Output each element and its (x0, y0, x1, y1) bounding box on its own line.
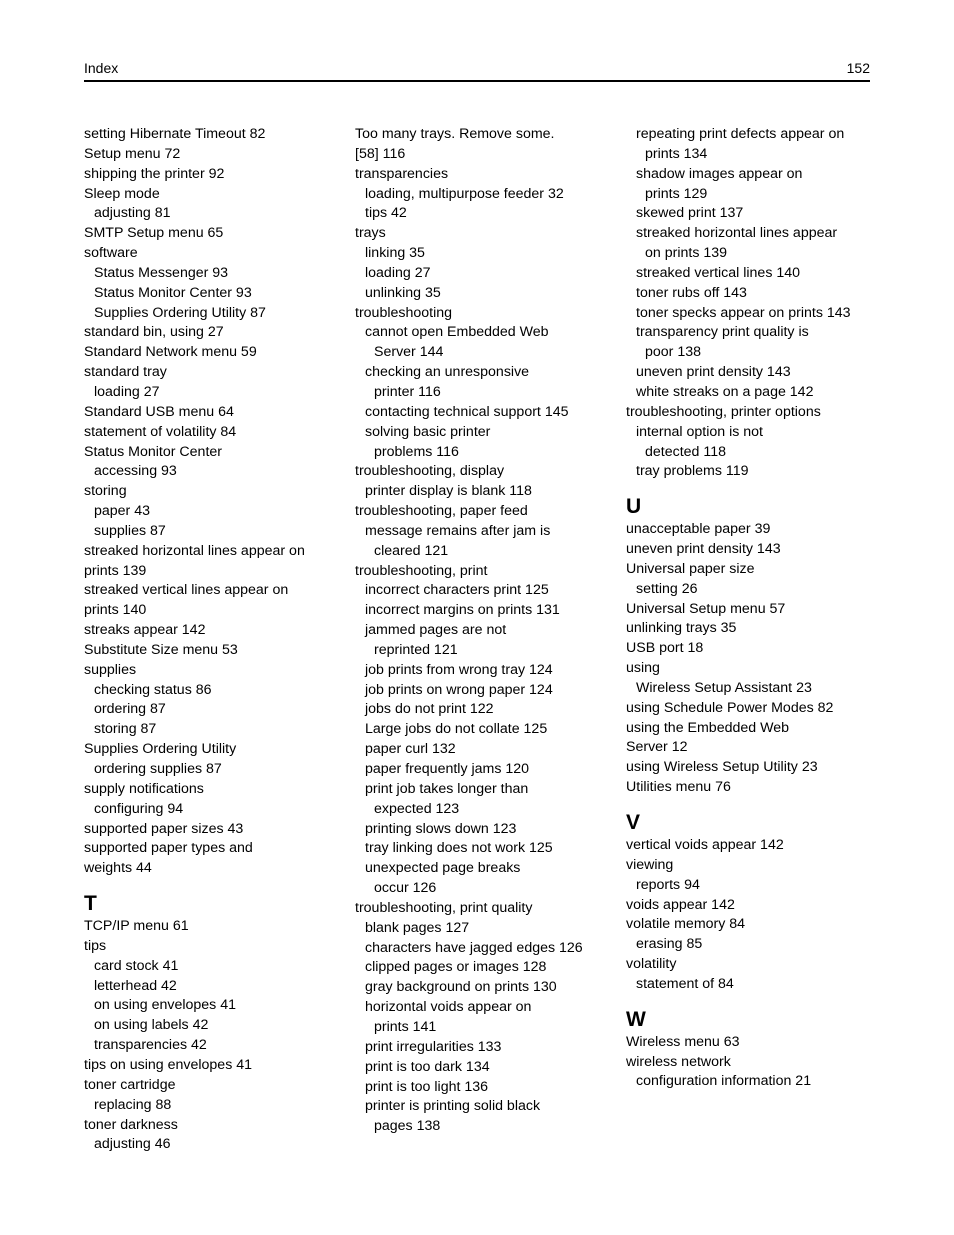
index-subentry: toner specks appear on prints 143 (636, 304, 851, 321)
index-subentry: poor 138 (645, 344, 702, 361)
index-entry: Status Monitor Center (84, 443, 222, 460)
index-subentry: Wireless Setup Assistant 23 (636, 679, 812, 696)
index-entry: tips on using envelopes 41 (84, 1056, 253, 1073)
index-subentry: gray background on prints 130 (365, 979, 557, 996)
index-subentry: loading, multipurpose feeder 32 (365, 185, 564, 202)
index-subentry: card stock 41 (94, 957, 179, 974)
index-subentry: paper frequently jams 120 (365, 761, 530, 777)
index-subentry: statement of 84 (636, 975, 734, 992)
index-entry: weights 44 (84, 860, 152, 877)
index-entry: setting Hibernate Timeout 82 (84, 126, 266, 142)
index-subentry: message remains after jam is (365, 522, 551, 539)
index-subentry: accessing 93 (94, 463, 177, 480)
index-subentry: print irregularities 133 (365, 1038, 502, 1055)
index-subentry: unexpected page breaks (365, 860, 521, 877)
index-entry: Supplies Ordering Utility (84, 741, 237, 758)
index-entry: Standard Network menu 59 (84, 344, 257, 361)
index-letter-heading: T (84, 892, 97, 916)
index-entry: standard tray (84, 364, 167, 381)
index-entry: USB port 18 (626, 640, 704, 657)
index-subentry: adjusting 46 (94, 1136, 171, 1153)
index-subentry: transparencies 42 (94, 1037, 207, 1054)
index-entry: using Schedule Power Modes 82 (626, 699, 834, 716)
index-subentry: shadow images appear on (636, 165, 803, 182)
index-subentry: unlinking 35 (365, 284, 441, 301)
index-subentry: clipped pages or images 128 (365, 959, 547, 976)
index-subentry: on using envelopes 41 (94, 997, 236, 1014)
index-subentry: configuration information 21 (636, 1073, 812, 1090)
index-subentry: print is too dark 134 (365, 1058, 490, 1075)
index-entry: volatility (626, 956, 677, 973)
index-entry: using the Embedded Web (626, 719, 790, 736)
index-entry: storing (84, 483, 127, 500)
index-entry: Too many trays. Remove some. (355, 126, 555, 142)
index-subentry: supplies 87 (94, 522, 166, 539)
index-subentry: prints 141 (374, 1018, 437, 1035)
index-entry: Setup menu 72 (84, 145, 181, 162)
index-entry: troubleshooting (355, 304, 453, 321)
index-subentry: tray linking does not work 125 (365, 840, 553, 857)
index-entry: statement of volatility 84 (84, 423, 237, 440)
index-subentry: expected 123 (374, 800, 460, 817)
index-subentry: setting 26 (636, 580, 698, 597)
index-subentry: paper curl 132 (365, 741, 456, 758)
index-column-3 (626, 125, 876, 1092)
index-subentry: contacting technical support 145 (365, 403, 569, 420)
page-header (84, 60, 870, 82)
index-subentry: Supplies Ordering Utility 87 (94, 304, 266, 321)
index-entry: Wireless menu 63 (626, 1033, 740, 1050)
index-subentry: checking an unresponsive (365, 364, 530, 381)
index-subentry: replacing 88 (94, 1096, 172, 1113)
index-entry: streaks appear 142 (84, 622, 206, 639)
index-subentry: occur 126 (374, 880, 437, 897)
index-subentry: printer display is blank 118 (365, 483, 532, 500)
index-entry: TCP/IP menu 61 (84, 918, 189, 935)
index-entry: [58] 116 (355, 145, 406, 162)
index-entry: troubleshooting, display (355, 463, 505, 480)
index-subentry: prints 134 (645, 145, 708, 162)
index-entry: vertical voids appear 142 (626, 837, 784, 853)
index-entry: troubleshooting, print (355, 562, 488, 579)
index-column-1 (84, 125, 334, 1155)
index-subentry: incorrect margins on prints 131 (365, 602, 560, 619)
index-subentry: prints 129 (645, 185, 708, 202)
index-subentry: pages 138 (374, 1118, 441, 1135)
index-subentry: transparency print quality is (636, 324, 809, 341)
index-entry: Server 12 (626, 739, 688, 756)
index-entry: viewing (626, 856, 674, 873)
index-subentry: tips 42 (365, 205, 407, 222)
index-entry: voids appear 142 (626, 896, 735, 913)
index-subentry: Large jobs do not collate 125 (365, 721, 548, 738)
index-subentry: print is too light 136 (365, 1078, 489, 1095)
index-entry: Standard USB menu 64 (84, 403, 234, 420)
index-entry: streaked horizontal lines appear on (84, 542, 305, 559)
index-subentry: white streaks on a page 142 (636, 383, 814, 400)
index-subentry: linking 35 (365, 245, 425, 262)
index-subentry: cleared 121 (374, 542, 449, 559)
index-subentry: Server 144 (374, 344, 444, 361)
index-subentry: reprinted 121 (374, 641, 458, 658)
index-subentry: checking status 86 (94, 681, 212, 698)
section-title: Index (84, 60, 119, 76)
index-subentry: streaked vertical lines 140 (636, 264, 801, 281)
index-subentry: Status Monitor Center 93 (94, 284, 252, 301)
index-subentry: erasing 85 (636, 936, 703, 953)
index-subentry: configuring 94 (94, 800, 184, 817)
index-subentry: printing slows down 123 (365, 820, 517, 837)
index-subentry: letterhead 42 (94, 977, 177, 994)
index-entry: toner darkness (84, 1116, 178, 1133)
index-subentry: uneven print density 143 (636, 364, 791, 381)
index-entry: supplies (84, 661, 137, 678)
index-entry: transparencies (355, 165, 449, 182)
index-subentry: printer 116 (374, 383, 441, 400)
index-subentry: jammed pages are not (365, 622, 507, 639)
index-entry: using (626, 660, 660, 677)
index-subentry: on prints 139 (645, 245, 728, 262)
index-subentry: printer is printing solid black (365, 1098, 541, 1115)
index-subentry: adjusting 81 (94, 205, 171, 222)
index-entry: SMTP Setup menu 65 (84, 225, 224, 242)
index-entry: unlinking trays 35 (626, 620, 737, 637)
index-subentry: internal option is not (636, 423, 763, 440)
index-letter-heading: V (626, 811, 641, 834)
index-subentry: ordering supplies 87 (94, 761, 222, 777)
index-subentry: toner rubs off 143 (636, 284, 747, 301)
index-entry: unacceptable paper 39 (626, 521, 771, 538)
index-entry: troubleshooting, print quality (355, 899, 533, 916)
index-entry: supported paper types and (84, 840, 253, 857)
index-subentry: streaked horizontal lines appear (636, 225, 838, 242)
index-subentry: job prints from wrong tray 124 (365, 661, 553, 678)
index-subentry: skewed print 137 (636, 205, 744, 222)
index-entry: volatile memory 84 (626, 916, 746, 933)
index-subentry: reports 94 (636, 876, 700, 893)
index-entry: Universal Setup menu 57 (626, 600, 786, 617)
index-entry: toner cartridge (84, 1076, 176, 1093)
index-subentry: paper 43 (94, 503, 151, 520)
index-entry: standard bin, using 27 (84, 324, 224, 341)
index-subentry: ordering 87 (94, 701, 166, 718)
index-entry: troubleshooting, printer options (626, 403, 821, 420)
index-subentry: jobs do not print 122 (365, 701, 494, 718)
index-entry: trays (355, 225, 386, 242)
index-entry: uneven print density 143 (626, 541, 781, 558)
index-subentry: loading 27 (365, 264, 431, 281)
index-entry: troubleshooting, paper feed (355, 503, 528, 520)
index-entry: shipping the printer 92 (84, 165, 225, 182)
index-subentry: repeating print defects appear on (636, 126, 845, 142)
index-entry: streaked vertical lines appear on (84, 582, 289, 599)
index-subentry: horizontal voids appear on (365, 999, 532, 1016)
index-subentry: incorrect characters print 125 (365, 582, 549, 599)
index-subentry: job prints on wrong paper 124 (365, 681, 553, 698)
index-entry: supported paper sizes 43 (84, 820, 244, 837)
index-subentry: blank pages 127 (365, 919, 470, 936)
index-entry: supply notifications (84, 780, 204, 797)
index-entry: prints 140 (84, 602, 147, 619)
index-letter-heading: W (626, 1007, 646, 1031)
index-subentry: storing 87 (94, 721, 157, 738)
index-subentry: detected 118 (645, 443, 726, 460)
index-letter-heading: U (626, 495, 642, 519)
index-subentry: solving basic printer (365, 423, 491, 440)
index-entry: software (84, 245, 138, 262)
index-entry: prints 139 (84, 562, 147, 579)
index-subentry: problems 116 (374, 443, 459, 460)
index-entry: Universal paper size (626, 560, 755, 577)
index-subentry: tray problems 119 (636, 463, 749, 480)
index-entry: Substitute Size menu 53 (84, 641, 238, 658)
index-entry: Sleep mode (84, 185, 160, 202)
page-number: 152 (846, 60, 870, 76)
index-subentry: print job takes longer than (365, 780, 529, 797)
index-subentry: characters have jagged edges 126 (365, 939, 583, 956)
index-subentry: cannot open Embedded Web (365, 324, 549, 341)
index-subentry: loading 27 (94, 383, 160, 400)
index-subentry: on using labels 42 (94, 1017, 209, 1034)
index-entry: tips (84, 937, 107, 954)
index-subentry: Status Messenger 93 (94, 264, 229, 281)
index-entry: wireless network (626, 1053, 731, 1070)
index-entry: using Wireless Setup Utility 23 (626, 759, 818, 776)
index-column-2 (355, 125, 610, 1137)
index-entry: Utilities menu 76 (626, 779, 731, 796)
